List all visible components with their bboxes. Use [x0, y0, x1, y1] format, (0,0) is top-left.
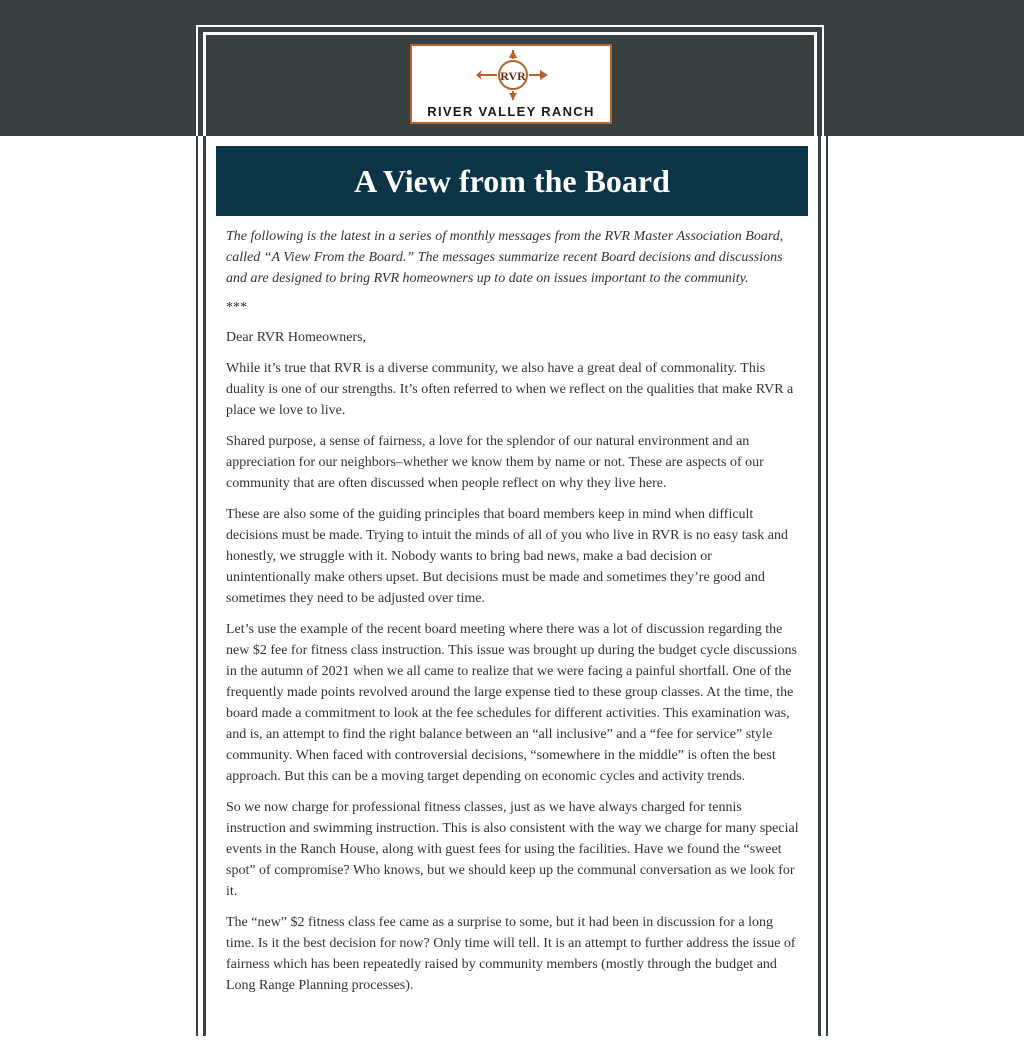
paragraph-2: Shared purpose, a sense of fairness, a love for the splendor of our natural environment and an appreciation for our neighbors–whether we know them by name or not. These are aspects of our community that are often discussed when people reflect on why they live here. [226, 434, 764, 491]
article-body [226, 226, 800, 1006]
page-title: A View from the Board [354, 162, 670, 199]
paragraph-6: The “new” $2 fitness class fee came as a surprise to some, but it had been in discussion for a long time. Is it the best decision for now? Only time will tell. It is an attempt to further address the issue of fairness which has been repeatedly raised by community members (mostly through the budget and Long Range Planning processes). [226, 915, 796, 993]
intro-paragraph: The following is the latest in a series of monthly messages from the RVR Master Association Board, called “A View From the Board.” The messages summarize recent Board decisions and discussions and are designed to bring RVR homeowners up to date on issues important to the community. [226, 229, 784, 286]
logo-text: RIVER VALLEY RANCH [427, 104, 595, 119]
logo-monogram: RVR [500, 69, 526, 83]
section-separator: *** [226, 300, 247, 315]
paragraph-1: While it’s true that RVR is a diverse community, we also have a great deal of commonality. This duality is one of our strengths. It’s often referred to when we reflect on the qualities that make RVR a place we love to live. [226, 361, 794, 418]
salutation: Dear RVR Homeowners, [226, 330, 367, 345]
title-banner [216, 146, 808, 216]
rvr-logo[interactable] [410, 44, 612, 124]
compass-arrow-icon [470, 50, 556, 102]
paragraph-3: These are also some of the guiding principles that board members keep in mind when difficult decisions must be made. Trying to intuit the minds of all of you who live in RVR is no easy task and honestly, we struggle with it. Nobody wants to bring bad news, make a bad decision or unintentionally make others upset. But decisions must be made and sometimes they’re good and sometimes they need to be adjusted over time. [226, 507, 788, 606]
paragraph-4: Let’s use the example of the recent board meeting where there was a lot of discussion regarding the new $2 fee for fitness class instruction. This issue was brought up during the budget cycle discussions in the autumn of 2021 when we all came to realize that we were facing a painful shortfall. One of the frequently made points revolved around the large expense tied to these group classes. At the time, the board made a commitment to look at the fee schedules for different activities. This examination was, and is, an attempt to find the right balance between an “all inclusive” and a “fee for service” style community. When faced with controversial decisions, “somewhere in the middle” is often the best approach. But this can be a moving target depending on economic cycles and activity trends. [226, 622, 797, 784]
paragraph-5: So we now charge for professional fitness classes, just as we have always charged for tennis instruction and swimming instruction. This is also consistent with the way we charge for many special events in the Ranch House, along with guest fees for using the facilities. Have we found the “sweet spot” of compromise? Who knows, but we should keep up the communal conversation as we look for it. [226, 800, 799, 899]
